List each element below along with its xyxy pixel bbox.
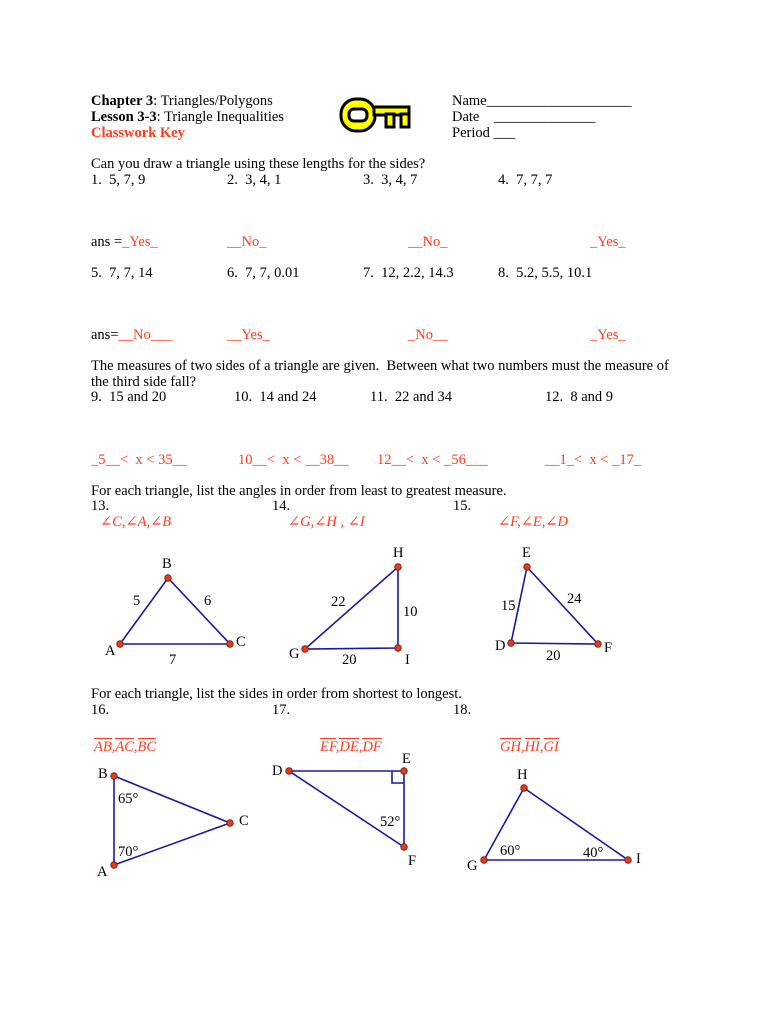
vertex-d — [286, 768, 293, 775]
period-field[interactable]: Period ___ — [452, 125, 516, 141]
triangle-14-outline — [305, 567, 398, 649]
segment: AC — [115, 739, 134, 755]
side-bc-length: 6 — [204, 593, 212, 609]
question-14: 14. — [272, 498, 291, 514]
angle-f-measure: 52° — [380, 814, 401, 830]
question-11: 11. 22 and 34 — [370, 389, 453, 405]
vertex-h — [395, 564, 402, 571]
answer-3: __No_ — [408, 234, 448, 250]
section4-prompt: For each triangle, list the sides in order from shortest to longest. — [91, 686, 462, 702]
side-df-length: 20 — [546, 648, 561, 664]
date-field[interactable]: Date ______________ — [452, 109, 596, 125]
question-16: 16. — [91, 702, 110, 718]
vertex-f — [401, 844, 408, 851]
vertex-i-label: I — [405, 652, 410, 668]
vertex-h — [521, 785, 528, 792]
question-7: 7. 12, 2.2, 14.3 — [363, 265, 454, 281]
vertex-h-label: H — [393, 545, 404, 561]
answer-16: AB,AC,BC — [94, 739, 157, 755]
vertex-i — [395, 645, 402, 652]
question-6: 6. 7, 7, 0.01 — [227, 265, 300, 281]
triangle-14 — [289, 545, 418, 668]
question-4: 4. 7, 7, 7 — [498, 172, 553, 188]
angle-b-measure: 65° — [118, 791, 139, 807]
question-1: 1. 5, 7, 9 — [91, 172, 146, 188]
side-ef-length: 24 — [567, 591, 582, 607]
answer-7: _No__ — [408, 327, 448, 343]
page-subtitle: Classwork Key — [91, 125, 185, 141]
vertex-b — [165, 575, 172, 582]
question-13: 13. — [91, 498, 110, 514]
segment: AB — [94, 739, 112, 755]
answer-2: __No_ — [227, 234, 267, 250]
name-field[interactable]: Name____________________ — [452, 93, 632, 109]
answer-11: 12__< x < _56___ — [377, 452, 488, 468]
vertex-d — [508, 640, 515, 647]
triangle-17-outline — [289, 771, 404, 847]
vertex-d-label: D — [272, 763, 283, 779]
side-ab-length: 5 — [133, 593, 141, 609]
question-8: 8. 5.2, 5.5, 10.1 — [498, 265, 593, 281]
section3-prompt: For each triangle, list the angles in order from least to greatest measure. — [91, 483, 507, 499]
side-gi-length: 20 — [342, 652, 357, 668]
vertex-i — [625, 857, 632, 864]
vertex-h-label: H — [517, 767, 528, 783]
question-18: 18. — [453, 702, 472, 718]
answer-8: _Yes_ — [590, 327, 626, 343]
vertex-e-label: E — [402, 751, 411, 767]
triangle-17 — [272, 751, 416, 869]
vertex-i-label: I — [636, 851, 641, 867]
vertex-d-label: D — [495, 638, 506, 654]
question-3: 3. 3, 4, 7 — [363, 172, 418, 188]
triangle-18 — [467, 767, 641, 874]
question-10: 10. 14 and 24 — [234, 389, 317, 405]
answer-5: __No___ — [118, 327, 173, 343]
chapter-title: : Triangles/Polygons — [153, 93, 273, 109]
triangle-16 — [97, 766, 249, 880]
question-2: 2. 3, 4, 1 — [227, 172, 282, 188]
vertex-a-label: A — [105, 643, 116, 659]
vertex-c — [227, 820, 234, 827]
vertex-c — [227, 641, 234, 648]
vertex-a — [117, 641, 124, 648]
segment: GH — [500, 739, 521, 755]
answer-10: 10__< x < __38__ — [238, 452, 349, 468]
ans-label: ans = — [91, 234, 123, 250]
answer-1: _Yes_ — [122, 234, 158, 250]
ans-label: ans= — [91, 327, 119, 343]
question-12: 12. 8 and 9 — [545, 389, 614, 405]
vertex-f-label: F — [604, 640, 613, 656]
answer-12: __1_< x < _17_ — [545, 452, 642, 468]
side-gh-length: 22 — [331, 594, 346, 610]
vertex-b — [111, 773, 118, 780]
triangle-15-outline — [511, 567, 598, 644]
answer-14: ∠G,∠H , ∠I — [288, 514, 365, 530]
segment: GI — [543, 739, 559, 755]
segment: EF — [320, 739, 336, 755]
answer-17: EF,DE,DF — [320, 739, 382, 755]
vertex-e — [401, 768, 408, 775]
angle-i-measure: 40° — [583, 845, 604, 861]
vertex-a — [111, 862, 118, 869]
angle-g-measure: 60° — [500, 843, 521, 859]
lesson-title: : Triangle Inequalities — [156, 109, 284, 125]
segment: HI — [524, 739, 540, 755]
vertex-f — [595, 641, 602, 648]
question-17: 17. — [272, 702, 291, 718]
section2-prompt-line1: The measures of two sides of a triangle are given. Between what two numbers must the measure of — [91, 358, 669, 374]
answer-4: _Yes_ — [590, 234, 626, 250]
question-5: 5. 7, 7, 14 — [91, 265, 153, 281]
section2-prompt-line2: the third side fall? — [91, 374, 197, 390]
side-de-length: 15 — [501, 598, 516, 614]
vertex-a-label: A — [97, 864, 108, 880]
vertex-g-label: G — [467, 858, 478, 874]
question-9: 9. 15 and 20 — [91, 389, 167, 405]
side-hi-length: 10 — [403, 604, 418, 620]
vertex-g — [481, 857, 488, 864]
segment: DE — [339, 739, 359, 755]
angle-a-measure: 70° — [118, 844, 139, 860]
vertex-c-label: C — [239, 813, 249, 829]
answer-13: ∠C,∠A,∠B — [100, 514, 172, 530]
triangle-15 — [495, 545, 612, 664]
lesson-label: Lesson 3-3 — [91, 109, 157, 125]
segment: DF — [362, 739, 382, 755]
vertex-b-label: B — [98, 766, 108, 782]
vertex-g — [302, 646, 309, 653]
vertex-c-label: C — [236, 634, 246, 650]
vertex-e — [524, 564, 531, 571]
answer-9: _5__< x < 35__ — [91, 452, 188, 468]
side-ac-length: 7 — [169, 652, 177, 668]
triangle-13 — [105, 556, 246, 668]
vertex-e-label: E — [522, 545, 531, 561]
answer-18: GH,HI,GI — [500, 739, 559, 755]
vertex-g-label: G — [289, 646, 300, 662]
answer-15: ∠F,∠E,∠D — [498, 514, 569, 530]
answer-6: __Yes_ — [227, 327, 270, 343]
chapter-label: Chapter 3 — [91, 93, 154, 109]
vertex-b-label: B — [162, 556, 172, 572]
segment: BC — [137, 739, 157, 755]
question-15: 15. — [453, 498, 472, 514]
section1-prompt: Can you draw a triangle using these lengths for the sides? — [91, 156, 426, 172]
vertex-f-label: F — [408, 853, 417, 869]
triangle-13-outline — [120, 578, 230, 644]
